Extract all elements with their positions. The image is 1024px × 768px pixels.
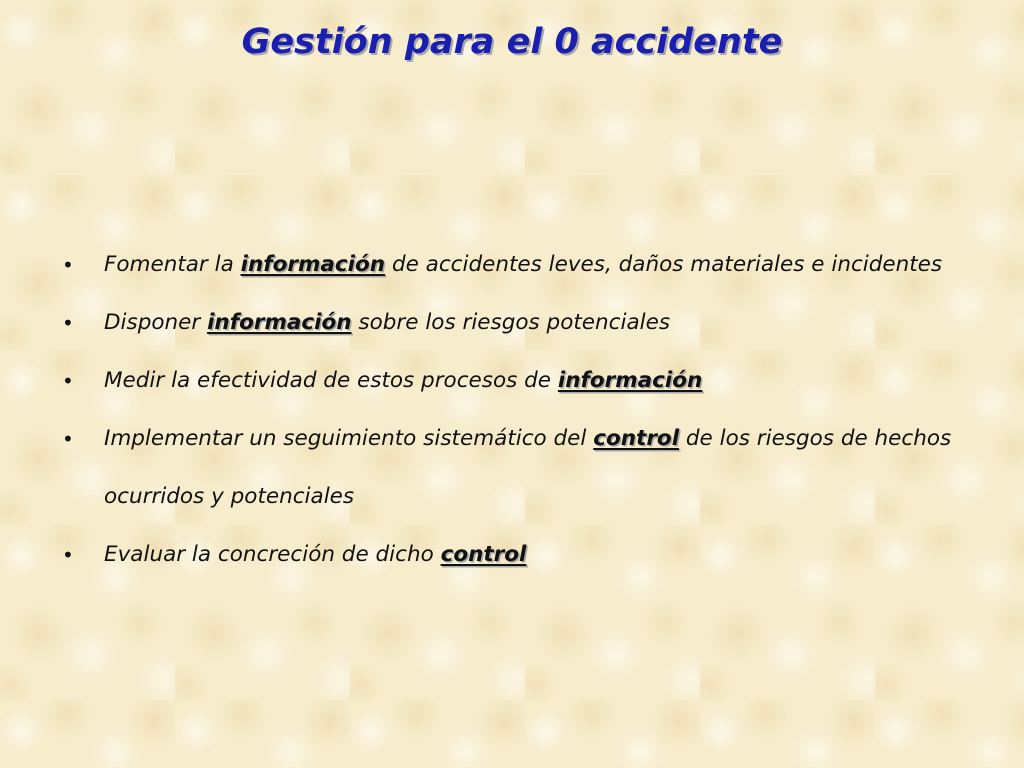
bullet-text: sobre los riesgos potenciales	[351, 310, 671, 335]
bullet-list	[60, 236, 970, 584]
bullet-text: Evaluar la concreción de dicho	[104, 542, 441, 567]
bullet-dot-icon: •	[62, 253, 74, 277]
bullet-text: Medir la efectividad de estos procesos de	[104, 368, 558, 393]
bullet-item	[60, 294, 970, 352]
keyword-link-informacion[interactable]: información	[557, 368, 703, 393]
bullet-text: Fomentar la	[104, 252, 241, 277]
keyword-link-control[interactable]: control	[593, 426, 680, 451]
bullet-dot-icon: •	[62, 427, 74, 451]
bullet-dot-icon: •	[62, 543, 74, 567]
keyword-link-informacion[interactable]: información	[207, 310, 352, 335]
bullet-text: de los riesgos de hechos ocurridos y potenciales	[104, 426, 952, 509]
keyword-link-control[interactable]: control	[440, 542, 527, 567]
bullet-item	[60, 526, 970, 584]
bullet-item	[60, 410, 970, 526]
bullet-dot-icon: •	[62, 369, 74, 393]
bullet-item	[60, 352, 970, 410]
keyword-link-informacion[interactable]: información	[240, 252, 386, 277]
bullet-item	[60, 236, 970, 294]
bullet-text: Disponer	[104, 310, 208, 335]
slide-title: Gestión para el 0 accidente	[241, 22, 783, 62]
bullet-text: Implementar un seguimiento sistemático del	[104, 426, 594, 451]
bullet-dot-icon: •	[62, 311, 74, 335]
bullet-text: de accidentes leves, daños materiales e incidentes	[385, 252, 943, 277]
